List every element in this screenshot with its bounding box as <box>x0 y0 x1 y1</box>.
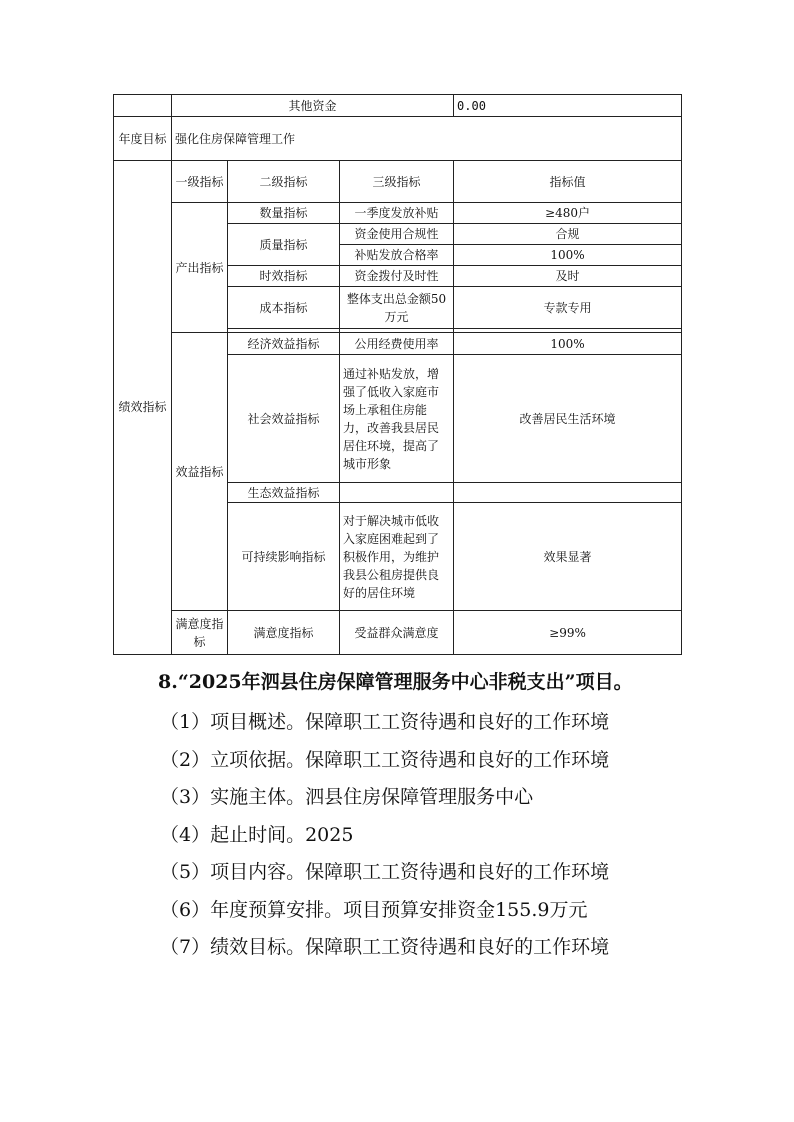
header-value: 指标值 <box>454 161 682 203</box>
table-row <box>114 611 682 655</box>
quality-l3: 补贴发放合格率 <box>340 245 454 266</box>
table-header-row <box>114 161 682 203</box>
quality-value: 100% <box>454 245 682 266</box>
project-item-list <box>160 704 609 967</box>
table-row <box>114 203 682 224</box>
fund-label: 其他资金 <box>172 95 454 117</box>
cost-l2: 成本指标 <box>228 287 340 329</box>
list-item: （6）年度预算安排。项目预算安排资金155.9万元 <box>160 898 588 921</box>
list-item: （3）实施主体。泗县住房保障管理服务中心 <box>160 786 534 808</box>
table-row <box>114 95 682 117</box>
quantity-l3: 一季度发放补贴 <box>340 203 454 224</box>
quality-l2: 质量指标 <box>228 224 340 266</box>
cost-value: 专款专用 <box>454 287 682 329</box>
benefit-indicator-label: 效益指标 <box>172 333 228 611</box>
header-level1: 一级指标 <box>172 161 228 203</box>
cost-l3: 整体支出总金额50万元 <box>340 287 454 329</box>
ecological-l3 <box>340 483 454 503</box>
performance-table <box>113 94 682 655</box>
ecological-value <box>454 483 682 503</box>
list-item: （5）项目内容。保障职工工资待遇和良好的工作环境 <box>160 861 610 883</box>
list-item: （4）起止时间。2025 <box>160 823 354 846</box>
table-row <box>114 117 682 161</box>
section-title: 8.“2025年泗县住房保障管理服务中心非税支出”项目。 <box>158 671 633 693</box>
sustainable-l2: 可持续影响指标 <box>228 503 340 611</box>
fund-value: 0.00 <box>454 95 682 117</box>
satisfaction-indicator-label: 满意度指标 <box>172 611 228 655</box>
header-level3: 三级指标 <box>340 161 454 203</box>
timeliness-value: 及时 <box>454 266 682 287</box>
social-value: 改善居民生活环境 <box>454 355 682 483</box>
quality-l3: 资金使用合规性 <box>340 224 454 245</box>
economic-l3: 公用经费使用率 <box>340 333 454 355</box>
empty-cell <box>114 95 172 117</box>
annual-goal-label: 年度目标 <box>114 117 172 161</box>
table-row <box>114 333 682 355</box>
quantity-value: ≥480户 <box>454 203 682 224</box>
quality-value: 合规 <box>454 224 682 245</box>
economic-l2: 经济效益指标 <box>228 333 340 355</box>
quantity-l2: 数量指标 <box>228 203 340 224</box>
list-item: （2）立项依据。保障职工工资待遇和良好的工作环境 <box>160 748 610 771</box>
ecological-l2: 生态效益指标 <box>228 483 340 503</box>
satisfaction-l2: 满意度指标 <box>228 611 340 655</box>
list-item: （7）绩效目标。保障职工工资待遇和良好的工作环境 <box>160 936 610 958</box>
annual-goal-value: 强化住房保障管理工作 <box>172 117 682 161</box>
list-item: （1）项目概述。保障职工工资待遇和良好的工作环境 <box>160 711 610 733</box>
social-l2: 社会效益指标 <box>228 355 340 483</box>
performance-indicator-label: 绩效指标 <box>114 161 172 655</box>
timeliness-l2: 时效指标 <box>228 266 340 287</box>
sustainable-l3: 对于解决城市低收入家庭困难起到了积极作用，为维护我县公租房提供良好的居住环境 <box>340 503 454 611</box>
satisfaction-l3: 受益群众满意度 <box>340 611 454 655</box>
social-l3: 通过补贴发放，增强了低收入家庭市场上承租住房能力，改善我县居民居住环境，提高了城市形象 <box>340 355 454 483</box>
output-indicator-label: 产出指标 <box>172 203 228 333</box>
satisfaction-value: ≥99% <box>454 611 682 655</box>
sustainable-value: 效果显著 <box>454 503 682 611</box>
economic-value: 100% <box>454 333 682 355</box>
timeliness-l3: 资金拨付及时性 <box>340 266 454 287</box>
header-level2: 二级指标 <box>228 161 340 203</box>
